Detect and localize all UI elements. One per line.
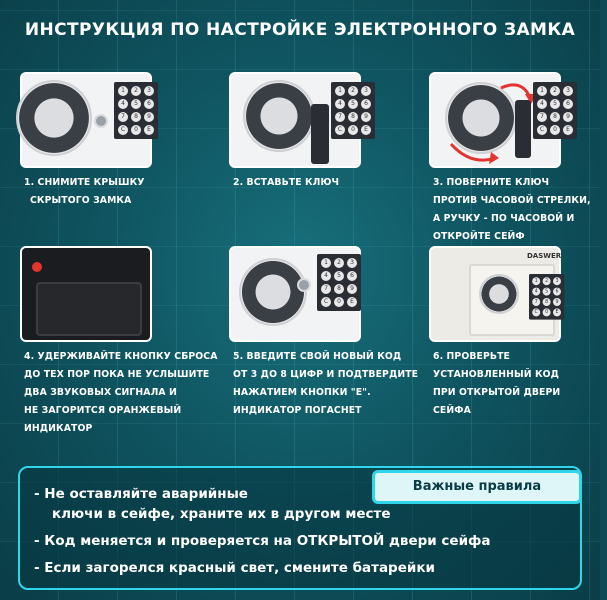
- keypad-key: 2: [131, 86, 141, 96]
- keypad-key: E: [144, 125, 154, 135]
- step-3-line: ОТКРОЙТЕ СЕЙФ: [433, 231, 525, 242]
- step-5-photo: [229, 246, 361, 342]
- step-2-caption: [229, 174, 407, 192]
- rule-3: [34, 560, 435, 576]
- keypad-key: 1: [335, 86, 345, 96]
- step-5-line: ИНДИКАТОР ПОГАСНЕТ: [233, 405, 362, 416]
- keypad-key: 2: [543, 277, 551, 285]
- step-3-line: А РУЧКУ - ПО ЧАСОВОЙ И: [433, 213, 575, 224]
- step-3-caption: [429, 174, 607, 246]
- keypad: [317, 254, 361, 311]
- rules-header: Важные правила: [372, 470, 582, 504]
- keypad: [114, 82, 158, 139]
- keypad-key: E: [347, 297, 357, 307]
- keypad-key: 7: [537, 112, 547, 122]
- keypad-key: 7: [532, 298, 540, 306]
- rule-2: [34, 533, 491, 549]
- step-6: [429, 246, 607, 420]
- step-3-line: ПРОТИВ ЧАСОВОЙ СТРЕЛКИ,: [433, 195, 591, 206]
- keypad-key: E: [361, 125, 371, 135]
- keypad-key: C: [532, 308, 540, 316]
- keypad-key: 8: [348, 112, 358, 122]
- rule-1: [34, 486, 248, 502]
- keypad-key: C: [118, 125, 128, 135]
- keypad: [529, 274, 564, 320]
- keypad-key: 6: [553, 288, 561, 296]
- keypad-key: 6: [144, 99, 154, 109]
- keypad-key: 7: [335, 112, 345, 122]
- step-6-line: УСТАНОВЛЕННЫЙ КОД: [433, 369, 560, 380]
- step-2-photo: [229, 72, 368, 168]
- keypad-key: 5: [334, 271, 344, 281]
- step-4-line: ДВА ЗВУКОВЫХ СИГНАЛА И: [24, 387, 177, 398]
- step-1-caption: [20, 174, 198, 210]
- keypad-key: 9: [553, 298, 561, 306]
- keypad-key: 0: [131, 125, 141, 135]
- step-4-photo: [20, 246, 152, 342]
- step-1-photo: [20, 72, 152, 168]
- reset-button-icon: [32, 262, 42, 272]
- keypad-key: 0: [334, 297, 344, 307]
- keypad-key: C: [335, 125, 345, 135]
- rule-1-text-continued: ключи в сейфе, храните их в другом месте: [52, 506, 391, 522]
- keyhole-icon: [297, 278, 311, 292]
- keypad-key: C: [537, 125, 547, 135]
- keypad-key: 6: [563, 99, 573, 109]
- keypad-key: 9: [144, 112, 154, 122]
- keypad-key: C: [321, 297, 331, 307]
- step-5-line: 5. ВВЕДИТЕ СВОЙ НОВЫЙ КОД: [233, 351, 402, 362]
- rule-2-text-end: двери сейфа: [384, 533, 491, 549]
- keypad-key: 1: [118, 86, 128, 96]
- keypad-key: 3: [563, 86, 573, 96]
- keypad-key: 3: [553, 277, 561, 285]
- step-3-line: 3. ПОВЕРНИТЕ КЛЮЧ: [433, 177, 550, 188]
- battery-compartment-icon: [36, 282, 142, 336]
- rule-2-emphasis: ОТКРЫТОЙ: [296, 533, 385, 549]
- keypad-key: 5: [550, 99, 560, 109]
- keypad-key: 4: [532, 288, 540, 296]
- step-4: [20, 246, 218, 438]
- keypad-key: 8: [334, 284, 344, 294]
- keypad-key: 0: [543, 308, 551, 316]
- keypad-key: 3: [144, 86, 154, 96]
- keypad-key: 0: [348, 125, 358, 135]
- step-4-line: НЕ ЗАГОРИТСЯ ОРАНЖЕВЫЙ: [24, 405, 182, 416]
- step-4-line: ДО ТЕХ ПОР ПОКА НЕ УСЛЫШИТЕ: [24, 369, 210, 380]
- step-2: [229, 72, 407, 192]
- page-title: ИНСТРУКЦИЯ ПО НАСТРОЙКЕ ЭЛЕКТРОННОГО ЗАМКА: [24, 20, 576, 40]
- handle-icon: [16, 80, 92, 156]
- step-5: [229, 246, 419, 420]
- keypad-key: 1: [532, 277, 540, 285]
- step-1: [20, 72, 198, 210]
- keypad-key: 6: [361, 99, 371, 109]
- keypad-key: 7: [118, 112, 128, 122]
- keypad-key: 5: [543, 288, 551, 296]
- keypad-key: 8: [543, 298, 551, 306]
- keypad-key: 1: [321, 258, 331, 268]
- keypad: [533, 82, 577, 139]
- step-6-caption: [429, 348, 607, 420]
- step-4-caption: [20, 348, 218, 438]
- step-5-caption: [229, 348, 419, 420]
- keypad-key: E: [563, 125, 573, 135]
- keypad-key: 2: [334, 258, 344, 268]
- rule-1-continued: [52, 506, 391, 522]
- keypad-key: 9: [563, 112, 573, 122]
- keypad-key: 4: [537, 99, 547, 109]
- keypad-key: 5: [131, 99, 141, 109]
- rule-2-text: - Код меняется и проверяется на: [34, 533, 297, 549]
- key-icon: [515, 100, 531, 158]
- step-3-photo: [429, 72, 570, 168]
- handle-icon: [243, 80, 315, 152]
- step-4-line: ИНДИКАТОР: [24, 423, 93, 434]
- rule-3-text: - Если загорелся красный свет, смените батарейки: [34, 560, 435, 576]
- step-1-line: 1. СНИМИТЕ КРЫШКУ: [24, 177, 145, 188]
- keypad-key: 8: [550, 112, 560, 122]
- keypad-key: 0: [550, 125, 560, 135]
- step-4-line: 4. УДЕРЖИВАЙТЕ КНОПКУ СБРОСА: [24, 351, 218, 362]
- key-icon: [311, 104, 329, 164]
- step-6-line: 6. ПРОВЕРЬТЕ: [433, 351, 510, 362]
- keypad-key: 8: [131, 112, 141, 122]
- step-5-line: ОТ 3 ДО 8 ЦИФР И ПОДТВЕРДИТЕ: [233, 369, 419, 380]
- keypad-key: 9: [347, 284, 357, 294]
- step-2-line: 2. ВСТАВЬТЕ КЛЮЧ: [233, 177, 340, 188]
- keypad-key: 3: [347, 258, 357, 268]
- step-6-line: ПРИ ОТКРЫТОЙ ДВЕРИ: [433, 387, 561, 398]
- step-6-line: СЕЙФА: [433, 405, 471, 416]
- step-6-photo: [429, 246, 561, 342]
- keypad-key: 5: [348, 99, 358, 109]
- brand-label: DASWER: [527, 252, 562, 260]
- keypad-key: 4: [321, 271, 331, 281]
- keypad: [331, 82, 375, 139]
- step-5-line: НАЖАТИЕМ КНОПКИ "E".: [233, 387, 371, 398]
- keypad-key: 4: [118, 99, 128, 109]
- step-3: [429, 72, 607, 246]
- keypad-key: 2: [348, 86, 358, 96]
- keypad-key: 1: [537, 86, 547, 96]
- keypad-key: 3: [361, 86, 371, 96]
- keypad-key: 2: [550, 86, 560, 96]
- handle-icon: [479, 274, 519, 314]
- keypad-key: E: [553, 308, 561, 316]
- keypad-key: 6: [347, 271, 357, 281]
- step-1-line: СКРЫТОГО ЗАМКА: [30, 195, 132, 206]
- keypad-key: 4: [335, 99, 345, 109]
- keyhole-icon: [94, 114, 108, 128]
- keypad-key: 9: [361, 112, 371, 122]
- keypad-key: 7: [321, 284, 331, 294]
- rule-1-text: - Не оставляйте аварийные: [34, 486, 248, 502]
- handle-icon: [239, 258, 307, 326]
